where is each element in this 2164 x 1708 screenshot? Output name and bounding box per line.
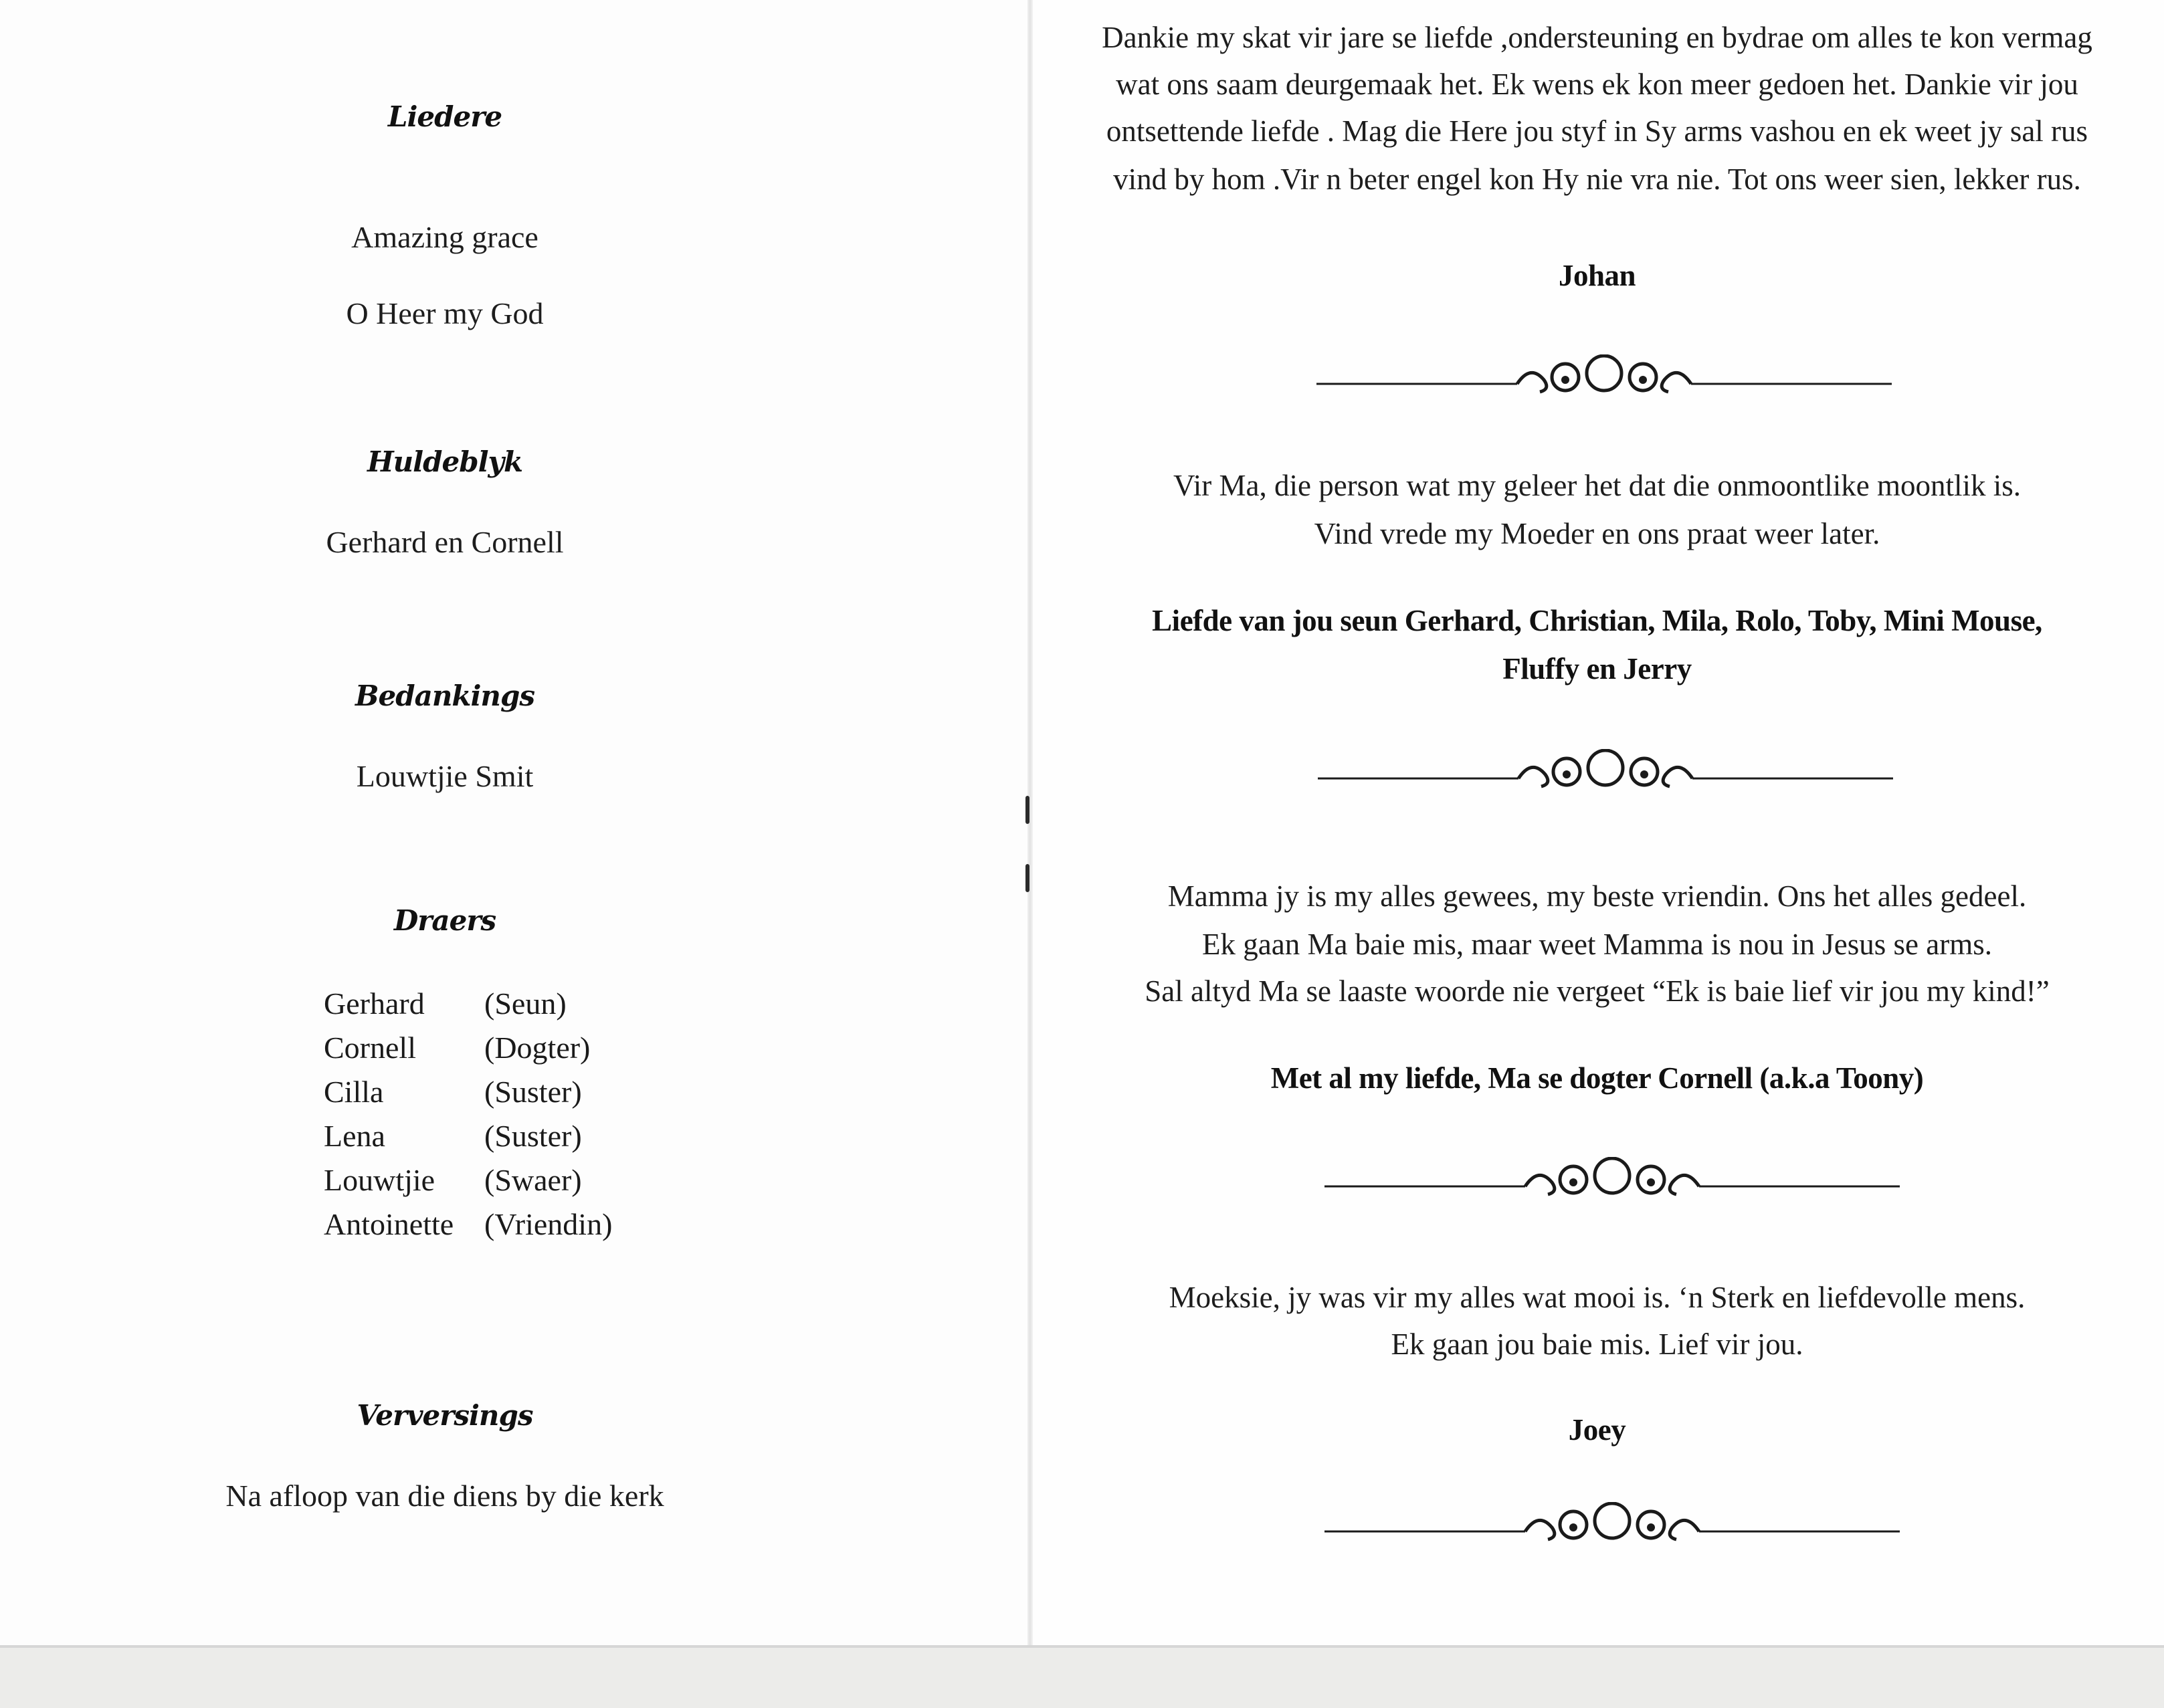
tribute-line: Ek gaan jou baie mis. Lief vir jou.: [1391, 1327, 1803, 1361]
tribute-line: Ek gaan Ma baie mis, maar weet Mamma is nou in Jesus se arms.: [1202, 928, 1992, 961]
bearer-name: Cornell: [324, 1031, 416, 1065]
tribute-signature: Fluffy en Jerry: [1502, 652, 1692, 685]
liedere-heading: Liedere: [387, 100, 502, 133]
tribute-signature: Met al my liefde, Ma se dogter Cornell (a.k.a Toony): [1270, 1061, 1924, 1095]
bearer-relation: (Suster): [484, 1075, 582, 1109]
tribute-line: Sal altyd Ma se laaste woorde nie vergeet “Ek is baie lief vir jou my kind!”: [1145, 974, 2050, 1008]
tribute-line: Vir Ma, die person wat my geleer het dat die onmoontlike moontlik is.: [1173, 469, 2022, 502]
tribute-line: Moeksie, jy was vir my alles wat mooi is. ‘n Sterk en liefdevolle mens.: [1169, 1281, 2026, 1314]
tribute-line: vind by hom .Vir n beter engel kon Hy nie vra nie. Tot ons weer sien, lekker rus.: [1113, 163, 2081, 196]
bearer-relation: (Vriendin): [484, 1207, 613, 1241]
bearer-row: [324, 1070, 612, 1114]
left-page: [0, 0, 1030, 1645]
bearer-name: Louwtjie: [324, 1163, 435, 1197]
bearer-relation: (Seun): [484, 986, 567, 1021]
tribute-line: Vind vrede my Moeder en ons praat weer later.: [1314, 517, 1880, 550]
bearer-row: [324, 1114, 612, 1158]
bearer-row: [324, 1158, 612, 1202]
ornament-divider: [1316, 354, 1892, 401]
bedankings-heading: Bedankings: [355, 679, 534, 712]
bedankings-text: Louwtjie Smit: [356, 759, 534, 793]
bearer-name: Lena: [324, 1119, 385, 1153]
huldeblyk-text: Gerhard en Cornell: [326, 525, 564, 559]
tribute-line: wat ons saam deurgemaak het. Ek wens ek kon meer gedoen het. Dankie vir jou: [1116, 68, 2078, 101]
verversings-text: Na afloop van die diens by die kerk: [225, 1479, 664, 1513]
verversings-heading: Verversings: [357, 1399, 533, 1432]
bearer-row: [324, 1202, 612, 1247]
bearer-row: [324, 982, 612, 1026]
song-item: O Heer my God: [346, 296, 544, 330]
bearer-relation: (Swaer): [484, 1163, 582, 1197]
tribute-line: ontsettende liefde . Mag die Here jou styf in Sy arms vashou en ek weet jy sal rus: [1106, 114, 2088, 148]
tribute-signature: Johan: [1558, 259, 1636, 292]
tribute-signature: Liefde van jou seun Gerhard, Christian, Mila, Rolo, Toby, Mini Mouse,: [1152, 604, 2042, 637]
ornament-divider: [1318, 749, 1893, 796]
draers-heading: Draers: [393, 904, 496, 937]
paper-bottom-edge: [0, 1645, 2164, 1648]
bearer-relation: (Dogter): [484, 1031, 591, 1065]
staple: [1025, 796, 1029, 824]
bearer-row: [324, 1026, 612, 1070]
ornament-divider: [1324, 1502, 1900, 1549]
song-item: Amazing grace: [351, 220, 538, 254]
huldeblyk-heading: Huldeblyk: [367, 445, 523, 478]
bearer-name: Antoinette: [324, 1207, 454, 1241]
bearer-name: Gerhard: [324, 986, 425, 1021]
bearers-list: [324, 982, 612, 1247]
bearer-relation: (Suster): [484, 1119, 582, 1153]
tribute-signature: Joey: [1568, 1413, 1626, 1447]
bearer-name: Cilla: [324, 1075, 384, 1109]
tribute-line: Dankie my skat vir jare se liefde ,ondersteuning en bydrae om alles te kon vermag: [1102, 21, 2092, 54]
ornament-divider: [1324, 1157, 1900, 1204]
tribute-line: Mamma jy is my alles gewees, my beste vriendin. Ons het alles gedeel.: [1167, 879, 2027, 913]
staple: [1025, 864, 1029, 892]
right-page: [1030, 0, 2164, 1645]
